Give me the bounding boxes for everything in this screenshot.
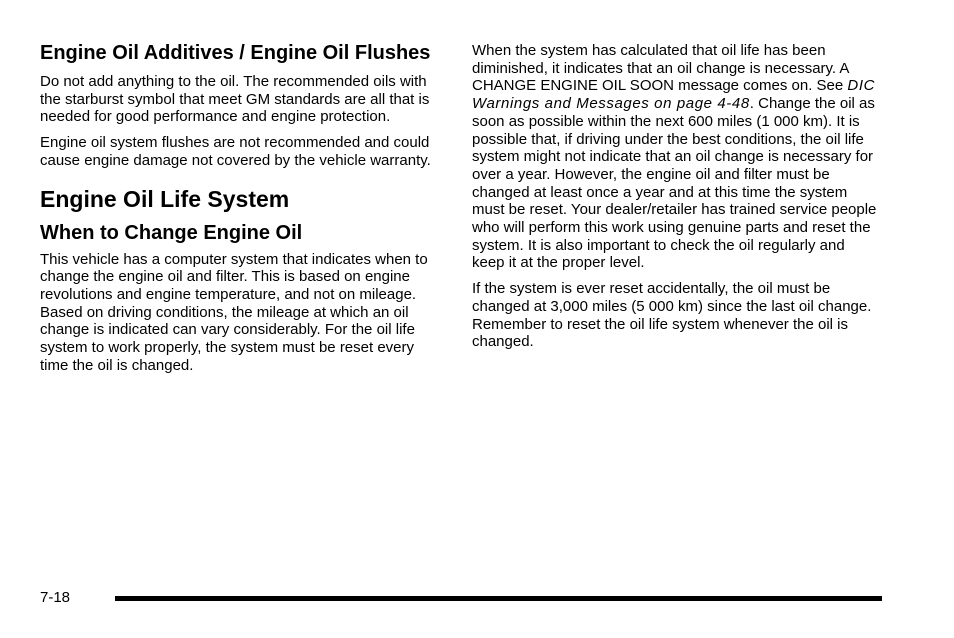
- when-to-change-heading: When to Change Engine Oil: [40, 221, 303, 244]
- oil-change-indication-paragraph: [472, 42, 877, 272]
- page-number: 7-18: [40, 589, 71, 606]
- additives-paragraph-2: Engine oil system flushes are not recommended and could cause engine damage not covered by the vehicle warranty.: [40, 134, 431, 169]
- paragraph-text-start: When the system has calculated that oil life has been diminished, it indicates that an oil change is necessary. A CHANGE ENGINE OIL SOON message comes on. See: [472, 42, 849, 95]
- footer-rule: [115, 596, 882, 601]
- right-column: [472, 0, 877, 351]
- oil-life-system-heading: Engine Oil Life System: [40, 185, 290, 212]
- accidental-reset-paragraph: If the system is ever reset accidentally, the oil must be changed at 3,000 miles (5 000 km) since the last oil change. Remember to reset the oil life system whenever the oil is changed.: [472, 280, 872, 351]
- paragraph-text-end: . Change the oil as soon as possible within the next 600 miles (1 000 km). It is possible that, if driving under the best conditions, the oil life system might not indicate that an oil change is necessary for over a year. However, the engine oil and filter must be changed at least once a year and at this time the system must be reset. Your dealer/retailer has trained service people who will perform this work using genuine parts and reset the system. It is also important to check the oil regularly and keep it at the proper level.: [472, 95, 877, 272]
- dic-warnings-reference: DIC Warnings and Messages on page 4-48: [472, 77, 876, 113]
- additives-paragraph-1: Do not add anything to the oil. The recommended oils with the starburst symbol that meet GM standards are all that is needed for good performance and engine protection.: [40, 73, 430, 126]
- additives-heading: Engine Oil Additives / Engine Oil Flushes: [40, 42, 431, 64]
- when-to-change-paragraph: This vehicle has a computer system that indicates when to change the engine oil and filter. This is based on engine revolutions and engine temperature, and not on mileage. Based on driving conditions, the mileage at which an oil change is indicated can vary considerably. For the oil life system to work properly, the system must be reset every time the oil is changed.: [40, 250, 428, 374]
- left-column: [40, 0, 445, 374]
